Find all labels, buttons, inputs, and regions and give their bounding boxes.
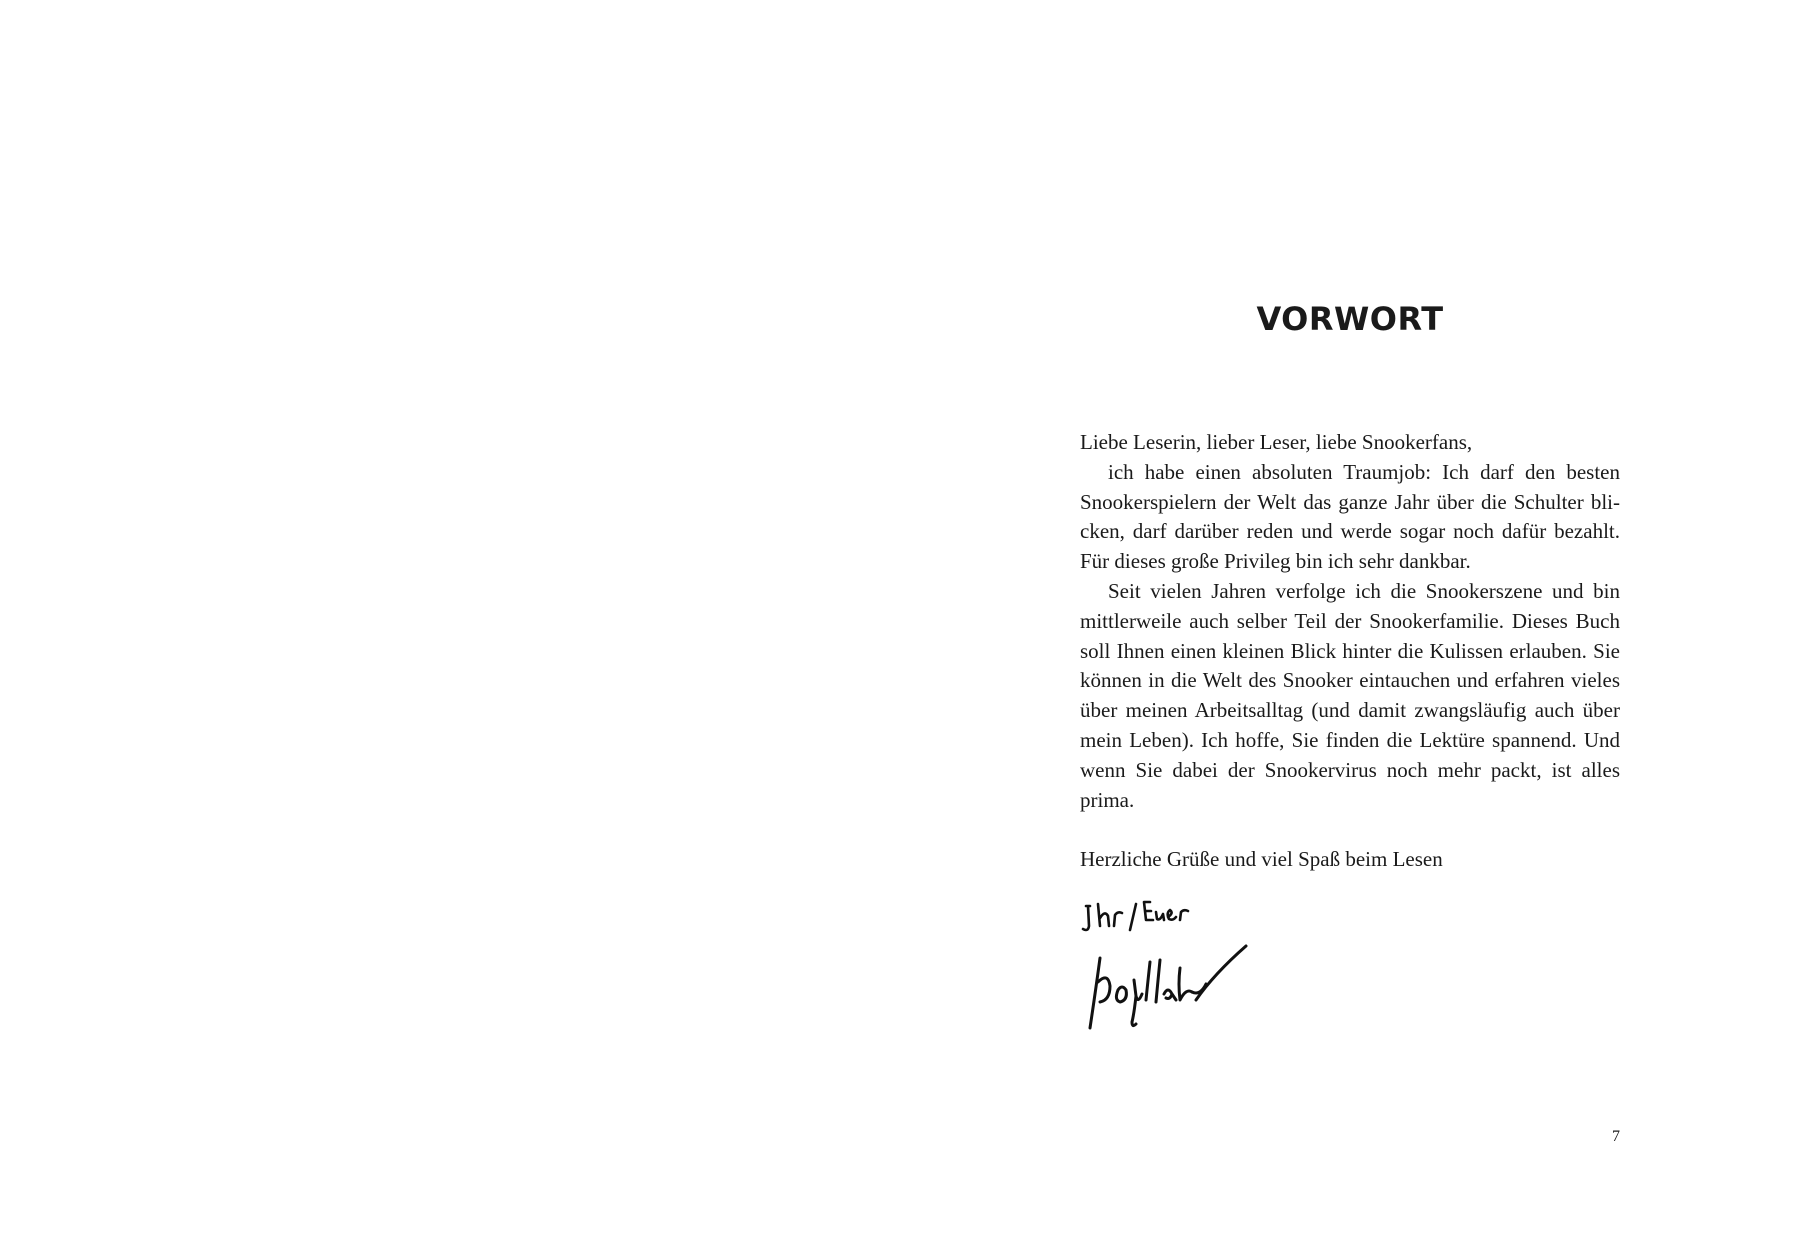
page-number: 7: [1612, 1128, 1620, 1145]
signature-line-jhr-euer: [1083, 902, 1188, 930]
foreword-text: [1080, 428, 1620, 875]
handwritten-signature: [1080, 896, 1260, 1046]
chapter-title: VORWORT: [1256, 300, 1444, 338]
paragraph-1: ich habe einen absoluten Traumjob: Ich darf den besten Snookerspielern der Welt das ganze Jahr über die Schulter blicken, darf darüber reden und werde sogar noch dafür bezahlt. Für dieses große Privileg bin ich sehr dankbar.: [1080, 459, 1620, 574]
paragraph-2: Seit vielen Jahren verfolge ich die Snookerszene und bin mittlerweile auch selber Teil der Snookerfamilie. Dieses Buch soll Ihnen einen kleinen Blick hinter die Kulissen erlauben. Sie können in die Welt des Snooker eintauchen und erfahren vieles über meinen Arbeitsalltag (und damit zwangsläufig auch über mein Leben). Ich hoffe, Sie finden die Lektüre spannend. Und wenn Sie dabei der Snookervirus noch mehr packt, ist alles prima.: [1080, 578, 1620, 812]
salutation: Liebe Leserin, lieber Leser, liebe Snookerfans,: [1080, 430, 1473, 454]
closing-line: Herzliche Grüße und viel Spaß beim Lesen: [1080, 847, 1443, 872]
signature-name-scribble: [1090, 946, 1246, 1028]
left-page-blank: [0, 0, 900, 1241]
